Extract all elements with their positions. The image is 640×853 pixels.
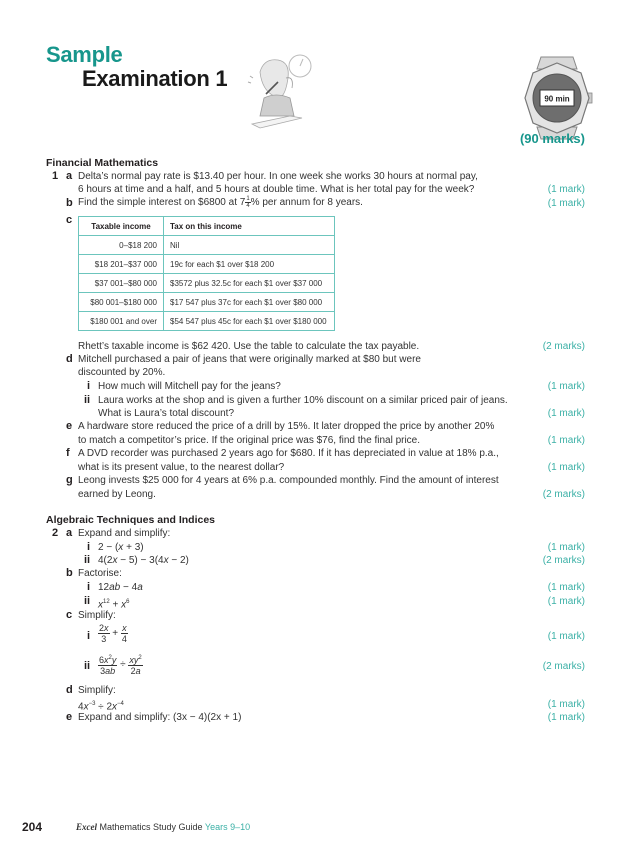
marks-1d-i: (1 mark) bbox=[547, 381, 585, 392]
question-1f-text-line2: what is its present value, to the nearest dollar? bbox=[78, 462, 285, 473]
question-1d-ii-text-line1: Laura works at the shop and is given a further 10% discount on a similar priced pair of jeans. bbox=[98, 395, 508, 406]
table-cell: $37 001–$80 000 bbox=[79, 274, 164, 293]
fraction-denominator: 4 bbox=[246, 203, 250, 209]
part-label-1a: a bbox=[66, 170, 73, 182]
question-1g-text-line2: earned by Leong. bbox=[78, 489, 156, 500]
page-title-sample: Sample bbox=[46, 42, 123, 67]
part-label-2a: a bbox=[66, 527, 73, 539]
footer-brand: Excel bbox=[76, 822, 97, 832]
section-title-financial-mathematics: Financial Mathematics bbox=[46, 157, 159, 169]
question-number-1: 1 bbox=[52, 170, 59, 182]
timer-label: 90 min bbox=[544, 94, 570, 104]
question-2c-text: Simplify: bbox=[78, 610, 116, 621]
marks-1g: (2 marks) bbox=[542, 489, 585, 500]
marks-2b-ii: (1 mark) bbox=[547, 596, 585, 607]
question-1b-text-post: % per annum for 8 years. bbox=[250, 197, 363, 209]
question-1d-text-line1: Mitchell purchased a pair of jeans that were originally marked at $80 but were bbox=[78, 354, 421, 365]
part-label-2b-i: i bbox=[87, 581, 91, 593]
marks-1f: (1 mark) bbox=[547, 462, 585, 473]
question-2c-ii-expression: $\frac{6x^2y}{3ab}$ ÷ $\frac{xy^2}{2a}$ bbox=[99, 655, 142, 676]
question-2a-text: Expand and simplify: bbox=[78, 528, 171, 539]
question-2d-expression: $4x^{-3} \div 2x^{-4}$ bbox=[78, 701, 124, 713]
table-cell: $180 001 and over bbox=[79, 312, 164, 331]
fraction-numerator: 1 bbox=[246, 196, 250, 202]
page-number: 204 bbox=[22, 820, 43, 834]
timer-watch-icon bbox=[521, 55, 593, 141]
marks-1c: (2 marks) bbox=[542, 341, 585, 352]
part-label-1d-i: i bbox=[87, 380, 91, 392]
marks-1e: (1 mark) bbox=[547, 435, 585, 446]
part-label-2b: b bbox=[66, 567, 73, 579]
table-row bbox=[79, 274, 335, 293]
table-row bbox=[79, 293, 335, 312]
part-label-1b: b bbox=[66, 197, 73, 209]
table-cell: $54 547 plus 45c for each $1 over $180 000 bbox=[164, 312, 335, 331]
table-cell: $3572 plus 32.5c for each $1 over $37 000 bbox=[164, 274, 335, 293]
question-1f-text-line1: A DVD recorder was purchased 2 years ago for $680. If it has depreciated in value at 18% p.a., bbox=[78, 448, 499, 459]
question-2a-ii-expression: 4(2x − 5) − 3(4x − 2) bbox=[98, 555, 189, 566]
question-2e-text: Expand and simplify: (3x − 4)(2x + 1) bbox=[78, 712, 242, 723]
table-header: Tax on this income bbox=[164, 217, 335, 236]
question-1c-text: Rhett’s taxable income is $62 420. Use the table to calculate the tax payable. bbox=[78, 341, 420, 352]
part-label-1e: e bbox=[66, 420, 73, 432]
question-1d-ii-text-line2: What is Laura’s total discount? bbox=[98, 408, 235, 419]
footer-years: Years 9–10 bbox=[204, 822, 251, 832]
marks-1a: (1 mark) bbox=[547, 184, 585, 195]
question-1e-text-line2: to match a competitor’s price. If the original price was $76, find the final price. bbox=[78, 435, 421, 446]
table-row bbox=[79, 255, 335, 274]
question-1b-text bbox=[78, 196, 363, 209]
question-2c-i-expression: $\frac{2x}{3}$ + $\frac{x}{4}$ bbox=[99, 623, 127, 644]
question-1b-text-pre: Find the simple interest on $6800 at 7 bbox=[78, 197, 246, 209]
table-cell: $80 001–$180 000 bbox=[79, 293, 164, 312]
page-title-examination: Examination 1 bbox=[82, 66, 228, 91]
table-cell: Nil bbox=[164, 236, 335, 255]
part-label-1g: g bbox=[66, 474, 73, 486]
part-label-1f: f bbox=[66, 447, 70, 459]
tax-table bbox=[78, 216, 335, 331]
marks-2b-i: (1 mark) bbox=[547, 582, 585, 593]
part-label-2a-ii: ii bbox=[84, 554, 91, 566]
part-label-1d: d bbox=[66, 353, 73, 365]
question-2b-text: Factorise: bbox=[78, 568, 122, 579]
table-header: Taxable income bbox=[79, 217, 164, 236]
footer-title-text: Mathematics Study Guide bbox=[97, 822, 205, 832]
question-2b-ii-expression: $x^{12} + x^6$ bbox=[98, 599, 130, 611]
question-1d-i-text: How much will Mitchell pay for the jeans? bbox=[98, 381, 281, 392]
table-cell: 19c for each $1 over $18 200 bbox=[164, 255, 335, 274]
table-cell: $18 201–$37 000 bbox=[79, 255, 164, 274]
marks-2c-ii: (2 marks) bbox=[542, 661, 585, 672]
footer-book-title bbox=[76, 822, 250, 832]
total-marks: (90 marks) bbox=[519, 131, 585, 146]
table-row bbox=[79, 236, 335, 255]
question-1a-text-line2: 6 hours at time and a half, and 5 hours at double time. What is her total pay for the week? bbox=[78, 184, 475, 195]
question-1g-text-line1: Leong invests $25 000 for 4 years at 6% p.a. compounded monthly. Find the amount of interest bbox=[78, 475, 499, 486]
marks-2c-i: (1 mark) bbox=[547, 631, 585, 642]
student-thinking-illustration-icon bbox=[246, 52, 314, 132]
marks-1b: (1 mark) bbox=[547, 198, 585, 209]
part-label-2c-i: i bbox=[87, 630, 91, 642]
table-cell: $17 547 plus 37c for each $1 over $80 000 bbox=[164, 293, 335, 312]
question-1d-text-line2: discounted by 20%. bbox=[78, 367, 166, 378]
part-label-2d: d bbox=[66, 684, 73, 696]
part-label-2e: e bbox=[66, 711, 73, 723]
question-2d-text: Simplify: bbox=[78, 685, 116, 696]
marks-1d-ii: (1 mark) bbox=[547, 408, 585, 419]
part-label-1d-ii: ii bbox=[84, 394, 91, 406]
section-title-algebraic-techniques: Algebraic Techniques and Indices bbox=[46, 514, 216, 526]
part-label-2a-i: i bbox=[87, 541, 91, 553]
question-number-2: 2 bbox=[52, 527, 59, 539]
table-row bbox=[79, 312, 335, 331]
question-1e-text-line1: A hardware store reduced the price of a drill by 15%. It later dropped the price by another 20% bbox=[78, 421, 495, 432]
part-label-2c: c bbox=[66, 609, 73, 621]
question-1a-text-line1: Delta’s normal pay rate is $13.40 per hour. In one week she works 30 hours at normal pay, bbox=[78, 171, 478, 182]
marks-2a-ii: (2 marks) bbox=[542, 555, 585, 566]
marks-2d: (1 mark) bbox=[547, 699, 585, 710]
marks-2e: (1 mark) bbox=[547, 712, 585, 723]
table-cell: 0–$18 200 bbox=[79, 236, 164, 255]
table-header-row bbox=[79, 217, 335, 236]
question-2b-i-expression: 12ab − 4a bbox=[98, 582, 143, 593]
part-label-2c-ii: ii bbox=[84, 660, 91, 672]
part-label-2b-ii: ii bbox=[84, 595, 91, 607]
part-label-1c: c bbox=[66, 214, 73, 226]
question-2a-i-expression: 2 − (x + 3) bbox=[98, 542, 144, 553]
marks-2a-i: (1 mark) bbox=[547, 542, 585, 553]
